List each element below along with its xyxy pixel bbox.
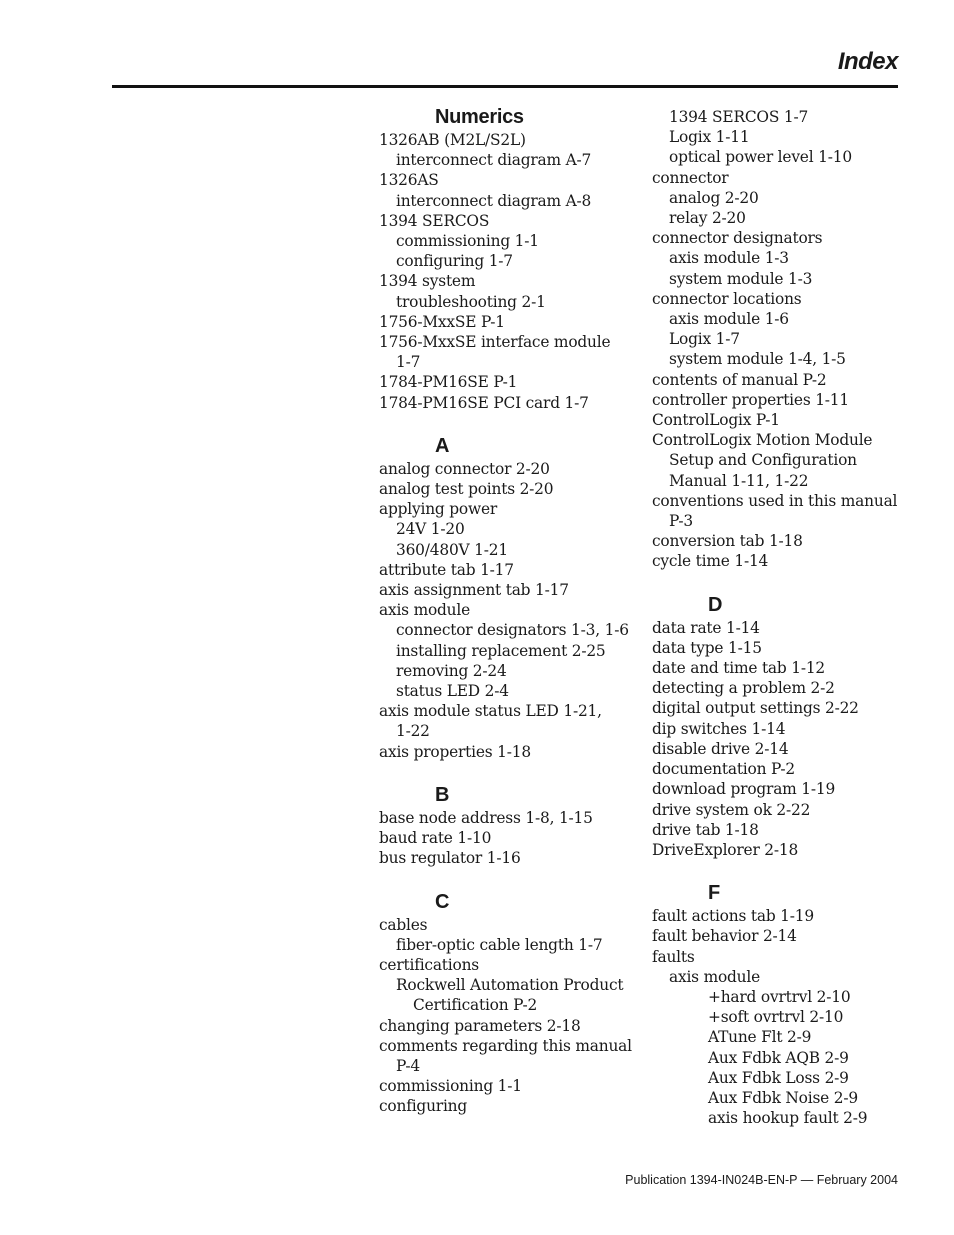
index-subentry: fiber-optic cable length 1-7 <box>396 935 603 954</box>
index-entry: ControlLogix P-1 <box>652 411 780 430</box>
index-subentry: Setup and Configuration <box>669 451 857 470</box>
index-entry: 1394 system <box>379 272 476 291</box>
index-entry: connector <box>652 168 729 187</box>
index-entry: date and time tab 1-12 <box>652 659 826 678</box>
index-entry: analog test points 2-20 <box>379 480 554 499</box>
index-entry: changing parameters 2-18 <box>379 1016 581 1035</box>
index-subentry: +hard ovrtrvl 2-10 <box>708 987 851 1006</box>
index-subentry: axis hookup fault 2-9 <box>708 1109 868 1128</box>
section-heading: A <box>435 434 450 457</box>
index-entry: DriveExplorer 2-18 <box>652 840 799 859</box>
index-entry: 1326AB (M2L/S2L) <box>379 131 526 149</box>
index-subentry: installing replacement 2-25 <box>396 641 606 660</box>
page-title: Index <box>837 48 898 75</box>
index-entry: attribute tab 1-17 <box>379 560 514 579</box>
index-subentry: Logix 1-7 <box>669 330 740 349</box>
index-entry: 1784-PM16SE PCI card 1-7 <box>379 393 589 412</box>
index-subentry: interconnect diagram A-7 <box>396 151 592 170</box>
index-entry: baud rate 1-10 <box>379 829 492 848</box>
index-entry: axis properties 1-18 <box>379 742 531 761</box>
index-entry: documentation P-2 <box>652 760 795 779</box>
index-entry: conventions used in this manual <box>652 491 898 510</box>
index-subentry: Manual 1-11, 1-22 <box>669 471 809 490</box>
index-entry: fault behavior 2-14 <box>652 927 797 946</box>
index-entry: conversion tab 1-18 <box>652 532 803 551</box>
index-subentry: analog 2-20 <box>669 188 759 207</box>
index-subentry: +soft ovrtrvl 2-10 <box>708 1008 844 1027</box>
index-entry: cables <box>379 915 428 934</box>
index-subentry: ATune Flt 2-9 <box>708 1028 812 1047</box>
index-subentry: troubleshooting 2-1 <box>396 292 546 311</box>
index-entry: cycle time 1-14 <box>652 552 769 571</box>
index-subentry: Aux Fdbk Noise 2-9 <box>708 1088 858 1107</box>
index-subentry: interconnect diagram A-8 <box>396 191 592 210</box>
index-column-left <box>379 104 641 1117</box>
index-entry: 1756-MxxSE P-1 <box>379 312 505 331</box>
index-entry: axis module <box>379 601 471 620</box>
index-entry: 1784-PM16SE P-1 <box>379 373 518 392</box>
index-entry: commissioning 1-1 <box>379 1077 522 1096</box>
index-entry: data type 1-15 <box>652 638 762 657</box>
index-entry: comments regarding this manual <box>379 1036 632 1055</box>
index-entry: applying power <box>379 500 498 519</box>
index-column-right <box>652 107 914 1128</box>
index-subentry: configuring 1-7 <box>396 252 513 271</box>
index-entry: axis assignment tab 1-17 <box>379 581 569 600</box>
index-subentry: optical power level 1-10 <box>669 148 852 167</box>
index-subentry: connector designators 1-3, 1-6 <box>396 621 629 640</box>
index-entry: base node address 1-8, 1-15 <box>379 808 593 827</box>
index-subentry: 1394 SERCOS 1-7 <box>669 108 809 126</box>
index-entry: contents of manual P-2 <box>652 370 827 389</box>
index-entry: 1394 SERCOS <box>379 211 490 230</box>
publication-footer: Publication 1394-IN024B-EN-P — February 2004 <box>625 1173 898 1187</box>
index-entry: drive system ok 2-22 <box>652 800 811 819</box>
index-subentry: Logix 1-11 <box>669 128 750 147</box>
index-entry: 1326AS <box>379 171 439 190</box>
section-heading: Numerics <box>435 106 524 128</box>
index-subentry: commissioning 1-1 <box>396 232 539 251</box>
section-heading: C <box>435 890 450 913</box>
header-rule <box>112 85 898 88</box>
index-subentry: status LED 2-4 <box>396 682 509 701</box>
index-entry: dip switches 1-14 <box>652 719 786 738</box>
index-subentry: relay 2-20 <box>669 209 746 228</box>
index-entry: drive tab 1-18 <box>652 820 759 839</box>
index-subentry: Aux Fdbk AQB 2-9 <box>708 1048 849 1067</box>
index-subentry: system module 1-3 <box>669 269 813 288</box>
index-entry: 1756-MxxSE interface module <box>379 333 611 352</box>
index-entry: download program 1-19 <box>652 780 836 799</box>
index-subentry: 1-22 <box>396 722 430 741</box>
index-entry: connector locations <box>652 289 802 308</box>
section-heading: D <box>708 593 723 616</box>
index-subentry: axis module <box>669 967 761 986</box>
index-subentry: P-4 <box>396 1056 420 1075</box>
index-entry: ControlLogix Motion Module <box>652 431 873 450</box>
index-entry: data rate 1-14 <box>652 618 760 637</box>
index-entry: controller properties 1-11 <box>652 390 849 409</box>
index-entry: disable drive 2-14 <box>652 739 789 758</box>
index-subentry: axis module 1-3 <box>669 249 789 268</box>
index-entry: faults <box>652 947 695 966</box>
index-entry: certifications <box>379 955 479 974</box>
index-entry: detecting a problem 2-2 <box>652 679 835 698</box>
index-entry: axis module status LED 1-21, <box>379 702 602 721</box>
index-subentry: Certification P-2 <box>413 996 538 1015</box>
index-subentry: Rockwell Automation Product <box>396 976 624 995</box>
index-entry: digital output settings 2-22 <box>652 699 859 718</box>
section-heading: B <box>435 783 450 806</box>
index-entry: fault actions tab 1-19 <box>652 907 814 926</box>
index-subentry: P-3 <box>669 512 693 531</box>
index-subentry: 360/480V 1-21 <box>396 540 508 559</box>
index-subentry: axis module 1-6 <box>669 310 789 329</box>
index-entry: bus regulator 1-16 <box>379 849 521 868</box>
index-subentry: Aux Fdbk Loss 2-9 <box>708 1068 849 1087</box>
index-subentry: removing 2-24 <box>396 661 507 680</box>
section-heading: F <box>708 882 720 905</box>
index-subentry: system module 1-4, 1-5 <box>669 350 846 369</box>
index-entry: connector designators <box>652 229 823 248</box>
index-subentry: 24V 1-20 <box>396 520 465 539</box>
index-entry: configuring <box>379 1097 468 1116</box>
index-entry: analog connector 2-20 <box>379 459 550 478</box>
index-subentry: 1-7 <box>396 353 421 372</box>
